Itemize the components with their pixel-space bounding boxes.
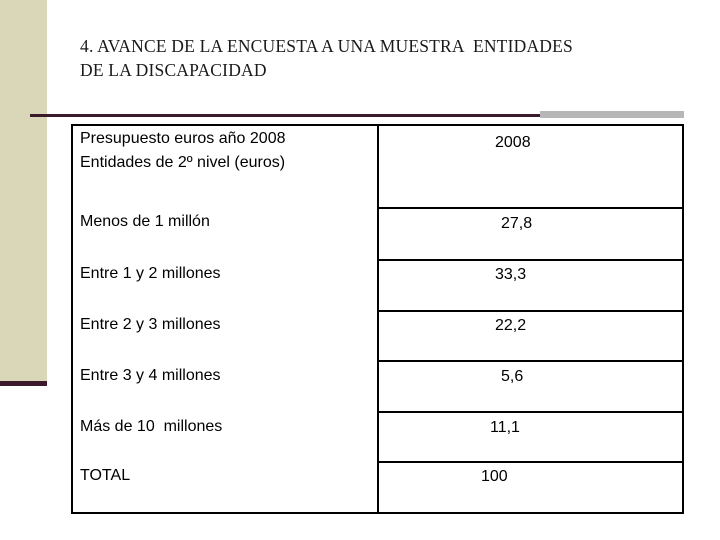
table-row-label: Entre 2 y 3 millones (80, 316, 221, 333)
title-divider (30, 114, 540, 117)
slide-title-line-2: DE LA DISCAPACIDAD (80, 60, 267, 80)
table-header-value: 2008 (495, 134, 531, 151)
table-row-label: Entre 3 y 4 millones (80, 367, 221, 384)
table-row-divider (377, 461, 682, 463)
table-row-label: Entre 1 y 2 millones (80, 265, 221, 282)
budget-table (71, 124, 684, 514)
table-header-label-line-1: Presupuesto euros año 2008 (80, 130, 286, 147)
table-row-label: TOTAL (80, 467, 131, 484)
table-row-divider (377, 259, 682, 261)
table-header-label (80, 127, 285, 175)
table-row-value: 22,2 (495, 317, 527, 334)
table-row-divider (377, 411, 682, 413)
table-row-value: 5,6 (501, 368, 524, 385)
slide-title (80, 34, 690, 82)
left-accent-bar-foot (0, 381, 47, 386)
table-row-divider (377, 360, 682, 362)
table-row-label: Más de 10 millones (80, 418, 223, 435)
table-row-value: 33,3 (495, 266, 527, 283)
table-row-divider (377, 310, 682, 312)
slide-title-line-1: 4. AVANCE DE LA ENCUESTA A UNA MUESTRA ENTIDADES (80, 36, 573, 56)
table-header-label-line-2: Entidades de 2º nivel (euros) (80, 154, 286, 171)
table-row-divider (377, 207, 682, 209)
table-row-value: 27,8 (501, 215, 533, 232)
table-column-divider (377, 126, 379, 512)
title-divider-accent (540, 111, 684, 118)
table-row-value: 100 (481, 468, 508, 485)
table-row-value: 11,1 (490, 419, 520, 436)
left-accent-bar (0, 0, 47, 384)
table-row-label: Menos de 1 millón (80, 213, 210, 230)
